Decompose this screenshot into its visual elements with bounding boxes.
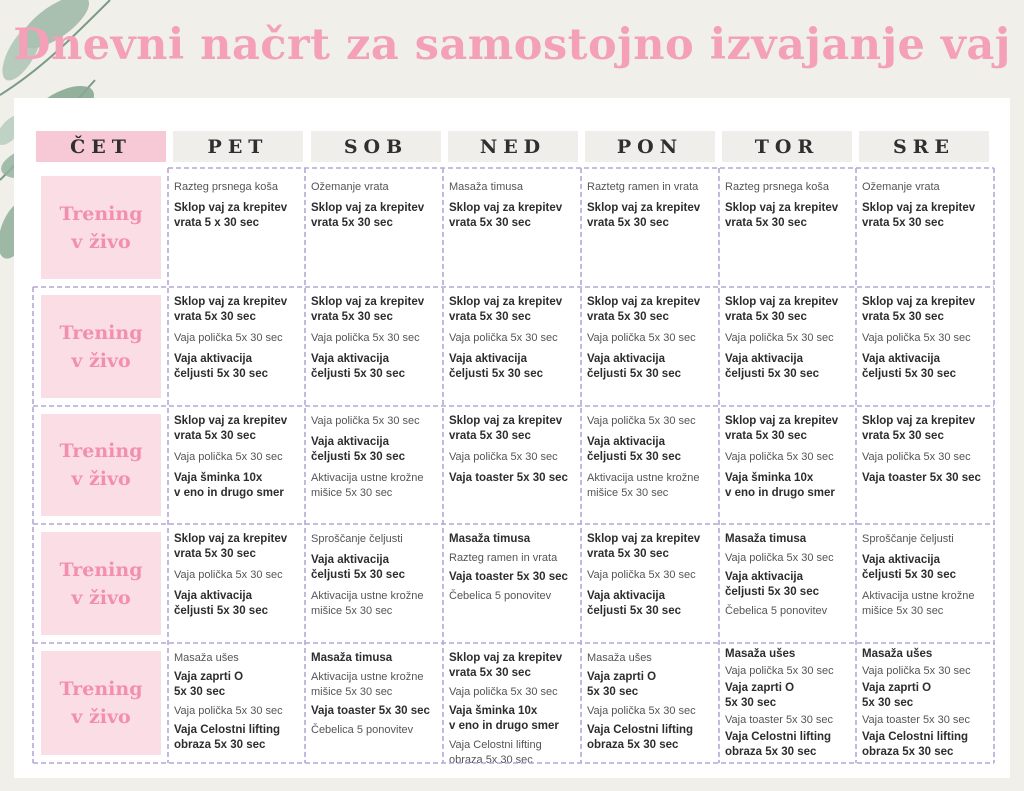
exercise-text: Vaja polička 5x 30 sec <box>587 415 696 427</box>
exercise-text: Vaja polička 5x 30 sec <box>862 665 971 677</box>
exercise-bold: Masaža ušes <box>725 648 796 660</box>
row-label-line1: Trening <box>59 321 143 344</box>
exercise-bold: Vaja Celostni lifting obraza 5x 30 sec <box>174 724 281 751</box>
schedule-cell <box>305 168 443 287</box>
exercise-bold: Masaža timusa <box>311 652 393 664</box>
exercise-bold: Vaja aktivacija čeljusti 5x 30 sec <box>587 436 681 463</box>
schedule-cell <box>856 168 994 287</box>
schedule-cell <box>168 643 305 763</box>
exercise-text: Vaja toaster 5x 30 sec <box>862 714 971 726</box>
day-header-6: SRE <box>859 131 989 162</box>
day-header-5: TOR <box>722 131 852 162</box>
exercise-text: Vaja polička 5x 30 sec <box>174 332 283 344</box>
schedule-cell <box>305 524 443 643</box>
exercise-bold: Vaja šminka 10x v eno in drugo smer <box>174 472 284 499</box>
exercise-bold: Vaja Celostni lifting obraza 5x 30 sec <box>587 724 694 751</box>
schedule-cell <box>856 524 994 643</box>
exercise-bold: Vaja toaster 5x 30 sec <box>311 705 430 717</box>
exercise-text: Vaja polička 5x 30 sec <box>449 686 558 698</box>
exercise-bold: Sklop vaj za krepitev vrata 5x 30 sec <box>725 296 839 323</box>
exercise-text: Čebelica 5 ponovitev <box>449 590 552 602</box>
day-header-2: SOB <box>311 131 441 162</box>
exercise-text: Vaja polička 5x 30 sec <box>449 451 558 463</box>
day-header-0: ČET <box>36 131 166 162</box>
row-label-line2: v živo <box>71 586 131 609</box>
row-label-line2: v živo <box>71 468 131 490</box>
exercise-bold: Vaja aktivacija čeljusti 5x 30 sec <box>311 554 405 581</box>
schedule-cell <box>856 643 994 763</box>
exercise-text: Vaja polička 5x 30 sec <box>311 415 420 427</box>
schedule-cell <box>581 406 719 524</box>
exercise-bold: Sklop vaj za krepitev vrata 5x 30 sec <box>174 415 288 442</box>
exercise-text: Vaja polička 5x 30 sec <box>449 332 558 344</box>
exercise-text: Masaža ušes <box>587 652 652 664</box>
exercise-text: Vaja Celostni lifting obraza 5x 30 sec <box>449 739 542 766</box>
exercise-bold: Sklop vaj za krepitev vrata 5x 30 sec <box>311 202 425 229</box>
schedule-cell <box>443 643 581 766</box>
page-title: Dnevni načrt za samostojno izvajanje vaj <box>13 20 1011 70</box>
row-label-trening-v-zivo <box>41 651 161 755</box>
day-header-4: PON <box>585 131 715 162</box>
exercise-bold: Vaja aktivacija čeljusti 5x 30 sec <box>311 436 405 463</box>
exercise-text: Vaja polička 5x 30 sec <box>311 332 420 344</box>
schedule-cell <box>856 287 994 406</box>
exercise-text: Razteg prsnega koša <box>174 181 278 193</box>
exercise-bold: Sklop vaj za krepitev vrata 5x 30 sec <box>587 202 701 229</box>
schedule-cell <box>168 406 305 524</box>
row-label-trening-v-zivo <box>41 414 161 516</box>
exercise-text: Aktivacija ustne krožne mišice 5x 30 sec <box>311 590 424 617</box>
schedule-cell <box>581 524 719 643</box>
exercise-bold: Vaja aktivacija čeljusti 5x 30 sec <box>725 353 819 380</box>
row-label-line1: Trening <box>59 678 143 700</box>
row-label-line1: Trening <box>59 558 143 581</box>
exercise-text: Aktivacija ustne krožne mišice 5x 30 sec <box>311 671 424 698</box>
exercise-bold: Sklop vaj za krepitev vrata 5x 30 sec <box>862 202 976 229</box>
exercise-bold: Sklop vaj za krepitev vrata 5x 30 sec <box>449 296 563 323</box>
exercise-text: Vaja polička 5x 30 sec <box>862 451 971 463</box>
exercise-text: Vaja polička 5x 30 sec <box>725 665 834 677</box>
exercise-bold: Vaja šminka 10x v eno in drugo smer <box>725 472 835 499</box>
exercise-bold: Vaja aktivacija čeljusti 5x 30 sec <box>174 590 268 617</box>
schedule-cell <box>581 168 719 287</box>
exercise-bold: Vaja aktivacija čeljusti 5x 30 sec <box>449 353 543 380</box>
exercise-text: Aktivacija ustne krožne mišice 5x 30 sec <box>587 472 700 499</box>
row-label-trening-v-zivo <box>41 176 161 279</box>
exercise-bold: Vaja šminka 10x v eno in drugo smer <box>449 705 559 732</box>
exercise-text: Vaja polička 5x 30 sec <box>725 451 834 463</box>
exercise-text: Razteg ramen in vrata <box>449 552 558 564</box>
exercise-text: Vaja polička 5x 30 sec <box>174 569 283 581</box>
exercise-bold: Vaja aktivacija čeljusti 5x 30 sec <box>587 590 681 617</box>
exercise-text: Vaja polička 5x 30 sec <box>725 332 834 344</box>
schedule-cell <box>443 406 581 524</box>
schedule-cell <box>719 643 856 763</box>
exercise-text: Vaja polička 5x 30 sec <box>174 451 283 463</box>
schedule-cell <box>719 287 856 406</box>
exercise-text: Raztetg ramen in vrata <box>587 181 699 193</box>
exercise-bold: Vaja Celostni lifting obraza 5x 30 sec <box>725 731 832 758</box>
exercise-bold: Sklop vaj za krepitev vrata 5x 30 sec <box>725 415 839 442</box>
schedule-cell <box>581 643 719 763</box>
exercise-text: Sproščanje čeljusti <box>862 533 954 545</box>
exercise-bold: Sklop vaj za krepitev vrata 5x 30 sec <box>862 415 976 442</box>
exercise-bold: Sklop vaj za krepitev vrata 5x 30 sec <box>449 652 563 679</box>
row-label-line2: v živo <box>71 349 131 372</box>
row-label-line1: Trening <box>59 202 143 225</box>
exercise-bold: Sklop vaj za krepitev vrata 5x 30 sec <box>449 202 563 229</box>
exercise-text: Vaja polička 5x 30 sec <box>174 705 283 717</box>
schedule-cell <box>168 168 305 287</box>
exercise-text: Sproščanje čeljusti <box>311 533 403 545</box>
exercise-text: Vaja polička 5x 30 sec <box>587 332 696 344</box>
exercise-bold: Vaja zaprti O 5x 30 sec <box>174 671 244 698</box>
exercise-bold: Vaja aktivacija čeljusti 5x 30 sec <box>862 554 956 581</box>
row-label-trening-v-zivo <box>41 532 161 635</box>
exercise-text: Čebelica 5 ponovitev <box>725 605 828 617</box>
exercise-bold: Vaja zaprti O 5x 30 sec <box>862 682 932 709</box>
schedule-cell <box>443 168 581 287</box>
exercise-bold: Masaža ušes <box>862 648 933 660</box>
exercise-bold: Sklop vaj za krepitev vrata 5x 30 sec <box>587 533 701 560</box>
schedule-cell <box>443 287 581 406</box>
exercise-text: Aktivacija ustne krožne mišice 5x 30 sec <box>311 472 424 499</box>
exercise-bold: Sklop vaj za krepitev vrata 5x 30 sec <box>174 296 288 323</box>
row-label-trening-v-zivo <box>41 295 161 398</box>
schedule-cell <box>719 168 856 287</box>
exercise-bold: Sklop vaj za krepitev vrata 5x 30 sec <box>862 296 976 323</box>
exercise-text: Ožemanje vrata <box>862 181 940 193</box>
exercise-bold: Masaža timusa <box>725 533 807 545</box>
exercise-text: Vaja toaster 5x 30 sec <box>725 714 834 726</box>
schedule-cell <box>305 287 443 406</box>
day-header-1: PET <box>173 131 303 162</box>
exercise-text: Čebelica 5 ponovitev <box>311 724 414 736</box>
exercise-bold: Vaja aktivacija čeljusti 5x 30 sec <box>311 353 405 380</box>
exercise-bold: Vaja aktivacija čeljusti 5x 30 sec <box>174 353 268 380</box>
schedule-cell <box>305 406 443 524</box>
exercise-bold: Vaja toaster 5x 30 sec <box>862 472 981 484</box>
exercise-bold: Masaža timusa <box>449 533 531 545</box>
exercise-bold: Vaja zaprti O 5x 30 sec <box>587 671 657 698</box>
day-header-3: NED <box>448 131 578 162</box>
exercise-text: Vaja polička 5x 30 sec <box>725 552 834 564</box>
schedule-cell <box>443 524 581 643</box>
row-label-line2: v živo <box>71 230 131 253</box>
exercise-text: Vaja polička 5x 30 sec <box>587 569 696 581</box>
exercise-bold: Vaja aktivacija čeljusti 5x 30 sec <box>862 353 956 380</box>
exercise-bold: Vaja aktivacija čeljusti 5x 30 sec <box>587 353 681 380</box>
exercise-bold: Vaja Celostni lifting obraza 5x 30 sec <box>862 731 969 758</box>
schedule-cell <box>719 406 856 524</box>
exercise-text: Masaža timusa <box>449 181 523 193</box>
exercise-bold: Sklop vaj za krepitev vrata 5 x 30 sec <box>174 202 288 229</box>
exercise-text: Vaja polička 5x 30 sec <box>587 705 696 717</box>
exercise-bold: Sklop vaj za krepitev vrata 5x 30 sec <box>311 296 425 323</box>
exercise-bold: Vaja zaprti O 5x 30 sec <box>725 682 795 709</box>
exercise-text: Masaža ušes <box>174 652 239 664</box>
exercise-bold: Vaja toaster 5x 30 sec <box>449 472 568 484</box>
schedule-cell <box>856 406 994 524</box>
exercise-text: Vaja polička 5x 30 sec <box>862 332 971 344</box>
schedule-cell <box>581 287 719 406</box>
exercise-bold: Sklop vaj za krepitev vrata 5x 30 sec <box>449 415 563 442</box>
exercise-bold: Vaja aktivacija čeljusti 5x 30 sec <box>725 571 819 598</box>
row-label-line2: v živo <box>71 706 131 728</box>
schedule-cell <box>305 643 443 763</box>
row-label-line1: Trening <box>59 440 143 462</box>
exercise-bold: Sklop vaj za krepitev vrata 5x 30 sec <box>725 202 839 229</box>
exercise-bold: Vaja toaster 5x 30 sec <box>449 571 568 583</box>
exercise-text: Aktivacija ustne krožne mišice 5x 30 sec <box>862 590 975 617</box>
exercise-text: Razteg prsnega koša <box>725 181 829 193</box>
exercise-bold: Sklop vaj za krepitev vrata 5x 30 sec <box>174 533 288 560</box>
exercise-text: Ožemanje vrata <box>311 181 389 193</box>
schedule-cell <box>168 524 305 643</box>
schedule-cell <box>719 524 856 643</box>
exercise-bold: Sklop vaj za krepitev vrata 5x 30 sec <box>587 296 701 323</box>
schedule-cell <box>168 287 305 406</box>
